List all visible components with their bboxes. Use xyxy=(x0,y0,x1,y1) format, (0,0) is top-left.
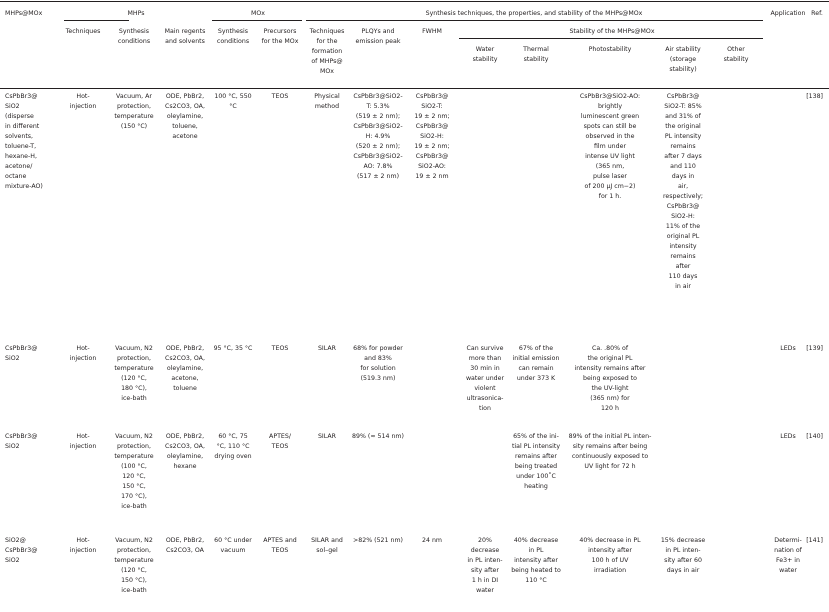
cell-precursors: TEOS xyxy=(271,345,289,352)
cell-ref: [141] xyxy=(806,537,823,544)
col-group-mox: MOx xyxy=(250,10,265,17)
cell-material: solvents, xyxy=(5,133,34,140)
cell-formation: SILAR and xyxy=(311,537,343,544)
cell-water: more than xyxy=(468,355,502,362)
cell-photo: for 1 h. xyxy=(598,193,622,200)
cell-technique: injection xyxy=(69,103,97,110)
cell-air: 15% decrease xyxy=(660,537,706,544)
cell-thermal: 40% decrease xyxy=(513,537,559,544)
cell-air: air, xyxy=(677,183,689,190)
cell-conditions: temperature xyxy=(114,113,154,120)
cell-photo: of 200 μJ cm−2) xyxy=(584,183,636,190)
cell-water: water under xyxy=(465,375,505,382)
cell-photo: the UV-light xyxy=(591,385,629,392)
cell-fwhm: CsPbBr3@ xyxy=(415,93,449,100)
stability-group-rule xyxy=(459,38,763,39)
cell-plqy: AO: 7.8% xyxy=(363,163,393,170)
cell-thermal: 65% of the ini- xyxy=(513,433,559,440)
cell-air: remains xyxy=(670,143,696,150)
col-header-water: stability xyxy=(472,56,498,63)
cell-formation: SILAR xyxy=(317,345,337,352)
cell-photo: spots can still be xyxy=(583,123,637,130)
cell-air: and 31% of xyxy=(665,113,701,120)
cell-thermal: heating xyxy=(524,483,548,490)
cell-precursors: APTES/ xyxy=(269,433,291,440)
cell-technique: Hot- xyxy=(76,345,90,352)
col-header-water: Water xyxy=(475,46,495,53)
cell-photo: intensity remains after xyxy=(574,365,646,372)
cell-plqy: 68% for powder xyxy=(353,345,403,352)
cell-water: 20% xyxy=(478,537,492,544)
cell-thermal: being heated to xyxy=(511,567,561,574)
cell-photo: (365 nm, xyxy=(595,163,625,170)
col-header-thermal: stability xyxy=(523,56,549,63)
cell-plqy: T: 5.3% xyxy=(366,103,390,110)
cell-thermal: 67% of the xyxy=(518,345,554,352)
cell-material: hexane-H, xyxy=(5,153,37,160)
cell-regents: Cs2CO3, OA xyxy=(166,547,204,554)
mhps-group-rule xyxy=(64,20,129,21)
cell-air: CsPbBr3@ xyxy=(666,93,700,100)
cell-conditions: (120 °C, xyxy=(121,375,147,382)
cell-fwhm: 19 ± 2 nm; xyxy=(414,143,450,150)
cell-thermal: initial emission xyxy=(512,355,560,362)
cell-plqy: CsPbBr3@SiO2- xyxy=(353,93,403,100)
cell-plqy: (517 ± 2 nm) xyxy=(356,173,400,180)
cell-regents: ODE, PbBr2, xyxy=(165,93,205,100)
cell-thermal: under 373 K xyxy=(516,375,556,382)
cell-formation: sol–gel xyxy=(316,547,338,554)
cell-regents: ODE, PbBr2, xyxy=(165,433,205,440)
cell-material: in different xyxy=(5,123,40,130)
mox-group-rule xyxy=(212,20,302,21)
cell-regents: oleylamine, xyxy=(166,365,204,372)
cell-thermal: can remain xyxy=(518,365,554,372)
cell-application: nation of xyxy=(774,547,802,554)
cell-mox-conditions: 95 °C, 35 °C xyxy=(213,345,253,352)
cell-fwhm: CsPbBr3@ xyxy=(415,123,449,130)
cell-material: octane xyxy=(5,173,27,180)
col-group-synthesis: Synthesis techniques, the properties, and stability of the MHPs@MOx xyxy=(425,10,643,17)
cell-material: SiO2 xyxy=(5,355,20,362)
col-header-application: Application xyxy=(770,10,806,17)
cell-water: water xyxy=(476,587,494,594)
cell-plqy: CsPbBr3@SiO2- xyxy=(353,123,403,130)
cell-mox-conditions: 60 °C, 75 xyxy=(218,433,248,440)
cell-technique: Hot- xyxy=(76,537,90,544)
cell-thermal: being treated xyxy=(514,463,558,470)
cell-material: (disperse xyxy=(5,113,34,120)
cell-air: in air xyxy=(675,283,691,290)
cell-plqy: (519.3 nm) xyxy=(360,375,396,382)
cell-photo: (365 nm) for xyxy=(590,395,630,402)
col-header-synthesis-conditions: Synthesis xyxy=(118,28,150,35)
cell-air: 11% of the xyxy=(665,223,701,230)
cell-conditions: protection, xyxy=(117,355,151,362)
cell-photo: film under xyxy=(593,143,627,150)
cell-photo: luminescent green xyxy=(580,113,640,120)
cell-application: LEDs xyxy=(780,345,796,352)
cell-technique: injection xyxy=(69,547,97,554)
cell-application: Fe3+ in xyxy=(776,557,800,564)
cell-fwhm: SiO2-AO: xyxy=(418,163,446,170)
header-bottom-rule xyxy=(0,88,829,89)
cell-material: SiO2 xyxy=(5,443,20,450)
col-header-air: Air stability xyxy=(665,46,701,53)
cell-mox-conditions: vacuum xyxy=(220,547,246,554)
cell-material: SiO2 xyxy=(5,103,20,110)
cell-air: remains xyxy=(670,253,696,260)
cell-mox-conditions: 100 °C, 550 xyxy=(214,93,252,100)
table-top-rule xyxy=(0,1,829,2)
cell-conditions: Vacuum, N2 xyxy=(115,433,153,440)
cell-conditions: 150 °C, xyxy=(122,483,146,490)
cell-water: decrease xyxy=(470,547,500,554)
col-header-regents: Main regents xyxy=(164,28,206,35)
cell-fwhm: CsPbBr3@ xyxy=(415,153,449,160)
cell-plqy: H: 4.9% xyxy=(365,133,391,140)
cell-regents: toluene xyxy=(173,385,197,392)
col-header-other: stability xyxy=(723,56,749,63)
cell-water: violent xyxy=(474,385,496,392)
cell-conditions: (150 °C) xyxy=(120,123,148,130)
cell-photo: pulse laser xyxy=(593,173,627,180)
cell-technique: Hot- xyxy=(76,433,90,440)
cell-photo: 120 h xyxy=(601,405,619,412)
col-header-formation: Techniques xyxy=(309,28,345,35)
cell-air: intensity xyxy=(669,243,697,250)
cell-conditions: Vacuum, N2 xyxy=(115,537,153,544)
cell-material: SiO2@ xyxy=(5,537,26,544)
cell-conditions: temperature xyxy=(114,365,154,372)
cell-air: the original xyxy=(665,123,701,130)
cell-material: CsPbBr3@ xyxy=(5,433,38,440)
col-header-techniques: Techniques xyxy=(65,28,101,35)
col-header-formation: formation xyxy=(311,48,343,55)
cell-air: 110 days xyxy=(668,273,698,280)
cell-air: PL intensity xyxy=(664,133,702,140)
cell-technique: Hot- xyxy=(76,93,90,100)
cell-water: 1 h in DI xyxy=(471,577,499,584)
cell-photo: the original PL xyxy=(587,355,633,362)
cell-air: original PL xyxy=(666,233,700,240)
cell-conditions: (100 °C, xyxy=(121,463,147,470)
synthesis-group-rule xyxy=(306,20,763,21)
cell-photo: 40% decrease in PL xyxy=(579,537,641,544)
col-header-other: Other xyxy=(727,46,745,53)
cell-ref: [140] xyxy=(806,433,823,440)
cell-conditions: ice-bath xyxy=(121,503,147,510)
cell-photo: sity remains after being xyxy=(572,443,648,450)
col-header-regents: and solvents xyxy=(165,38,205,45)
col-header-ref: Ref. xyxy=(811,10,823,17)
col-group-mhps: MHPs xyxy=(127,10,145,17)
cell-air: in PL inten- xyxy=(665,547,701,554)
col-header-synthesis-conditions: conditions xyxy=(117,38,151,45)
cell-conditions: ice-bath xyxy=(121,587,147,594)
cell-photo: intensity after xyxy=(588,547,632,554)
cell-thermal: tial PL intensity xyxy=(511,443,561,450)
cell-conditions: 170 °C), xyxy=(121,493,147,500)
cell-technique: injection xyxy=(69,443,97,450)
cell-photo: intense UV light xyxy=(585,153,635,160)
cell-plqy: CsPbBr3@SiO2- xyxy=(353,153,403,160)
col-header-formation: of MHPs@ xyxy=(311,58,343,65)
cell-plqy: (520 ± 2 nm); xyxy=(355,143,401,150)
cell-thermal: remains after xyxy=(515,453,557,460)
cell-mox-conditions: 60 °C under xyxy=(214,537,252,544)
cell-conditions: Vacuum, N2 xyxy=(115,345,153,352)
cell-mox-conditions: °C xyxy=(229,103,237,110)
cell-regents: oleylamine, xyxy=(166,113,204,120)
cell-water: Can survive xyxy=(466,345,504,352)
col-header-air: stability) xyxy=(669,66,697,73)
cell-water: 30 min in xyxy=(470,365,500,372)
cell-plqy: 89% (≈ 514 nm) xyxy=(352,433,404,440)
cell-regents: Cs2CO3, OA, xyxy=(165,103,205,110)
cell-material: acetone/ xyxy=(5,163,33,170)
cell-conditions: 120 °C, xyxy=(122,473,146,480)
cell-fwhm: SiO2-T: xyxy=(421,103,443,110)
cell-photo: 89% of the initial PL inten- xyxy=(568,433,652,440)
cell-regents: oleylamine, xyxy=(166,453,204,460)
cell-regents: hexane xyxy=(173,463,197,470)
col-header-mox-conditions: Synthesis xyxy=(217,28,249,35)
col-header-plqy: PLQYs and xyxy=(361,28,395,35)
cell-air: after xyxy=(675,263,691,270)
cell-fwhm: 19 ± 2 nm; xyxy=(414,113,450,120)
cell-fwhm: 19 ± 2 nm xyxy=(415,173,449,180)
cell-water: in PL inten- xyxy=(467,557,503,564)
cell-regents: ODE, PbBr2, xyxy=(165,345,205,352)
cell-conditions: temperature xyxy=(114,557,154,564)
cell-air: sity after 60 xyxy=(664,557,702,564)
cell-thermal: in PL xyxy=(528,547,544,554)
col-header-precursors: Precursors xyxy=(263,28,297,35)
cell-photo: 100 h of UV xyxy=(591,557,629,564)
cell-fwhm: SiO2-H: xyxy=(420,133,444,140)
cell-precursors: TEOS xyxy=(271,443,289,450)
cell-water: sity after xyxy=(471,567,499,574)
cell-formation: Physical xyxy=(314,93,340,100)
cell-precursors: TEOS xyxy=(271,93,289,100)
cell-plqy: (519 ± 2 nm); xyxy=(355,113,401,120)
cell-conditions: ice-bath xyxy=(121,395,147,402)
cell-thermal: 110 °C xyxy=(525,577,547,584)
cell-regents: acetone, xyxy=(171,375,199,382)
cell-plqy: >82% (521 nm) xyxy=(353,537,403,544)
cell-plqy: and 83% xyxy=(364,355,392,362)
cell-air: after 7 days xyxy=(664,153,702,160)
col-header-air: (storage xyxy=(669,56,697,63)
cell-formation: SILAR xyxy=(317,433,337,440)
cell-photo: irradiation xyxy=(593,567,627,574)
cell-air: SiO2-H: xyxy=(671,213,695,220)
cell-regents: Cs2CO3, OA, xyxy=(165,355,205,362)
cell-conditions: temperature xyxy=(114,453,154,460)
cell-conditions: (120 °C, xyxy=(121,567,147,574)
cell-regents: toluene, xyxy=(172,123,198,130)
col-header-material: MHPs@MOx xyxy=(5,10,43,17)
cell-application: water xyxy=(779,567,797,574)
cell-photo: observed in the xyxy=(585,133,635,140)
cell-conditions: protection, xyxy=(117,443,151,450)
cell-air: SiO2-T: 85% xyxy=(664,103,702,110)
cell-air: and 110 xyxy=(670,163,696,170)
cell-air: CsPbBr3@ xyxy=(666,203,700,210)
cell-plqy: for solution xyxy=(360,365,396,372)
cell-precursors: TEOS xyxy=(271,547,289,554)
cell-material: toluene-T, xyxy=(5,143,37,150)
cell-regents: Cs2CO3, OA, xyxy=(165,443,205,450)
cell-regents: acetone xyxy=(172,133,198,140)
cell-photo: being exposed to xyxy=(582,375,638,382)
cell-material: mixture-AO) xyxy=(5,183,43,190)
cell-application: Determi- xyxy=(774,537,802,544)
cell-air: days in xyxy=(671,173,695,180)
cell-conditions: protection, xyxy=(117,547,151,554)
cell-mox-conditions: drying oven xyxy=(214,453,252,460)
cell-water: ultrasonica- xyxy=(466,395,504,402)
cell-precursors: APTES and xyxy=(263,537,297,544)
cell-photo: brightly xyxy=(597,103,623,110)
cell-photo: continuously exposed to xyxy=(571,453,649,460)
col-header-precursors: for the MOx xyxy=(261,38,299,45)
cell-fwhm: 24 nm xyxy=(422,537,442,544)
cell-mox-conditions: °C, 110 °C xyxy=(216,443,250,450)
cell-regents: ODE, PbBr2, xyxy=(165,537,205,544)
col-header-mox-conditions: conditions xyxy=(216,38,250,45)
col-header-photo: Photostability xyxy=(588,46,632,53)
col-header-fwhm: FWHM xyxy=(422,28,442,35)
cell-conditions: 150 °C), xyxy=(121,577,147,584)
cell-thermal: under 100˚C xyxy=(516,473,556,480)
cell-application: LEDs xyxy=(780,433,796,440)
cell-formation: method xyxy=(314,103,340,110)
cell-photo: UV light for 72 h xyxy=(584,463,636,470)
col-header-plqy: emission peak xyxy=(355,38,401,45)
cell-ref: [138] xyxy=(806,93,823,100)
cell-conditions: Vacuum, Ar xyxy=(116,93,152,100)
cell-technique: injection xyxy=(69,355,97,362)
cell-photo: Ca. .80% of xyxy=(591,345,629,352)
col-group-stability: Stability of the MHPs@MOx xyxy=(569,28,655,35)
cell-conditions: 180 °C), xyxy=(121,385,147,392)
cell-air: days in air xyxy=(666,567,700,574)
cell-material: CsPbBr3@ xyxy=(5,345,38,352)
col-header-formation: MOx xyxy=(319,68,334,75)
cell-material: SiO2 xyxy=(5,557,20,564)
cell-photo: CsPbBr3@SiO2-AO: xyxy=(579,93,641,100)
cell-conditions: protection, xyxy=(117,103,151,110)
cell-material: CsPbBr3@ xyxy=(5,547,38,554)
cell-thermal: intensity after xyxy=(514,557,558,564)
cell-water: tion xyxy=(479,405,491,412)
col-header-thermal: Thermal xyxy=(523,46,549,53)
col-header-formation: for the xyxy=(316,38,338,45)
cell-air: respectively; xyxy=(662,193,704,200)
cell-ref: [139] xyxy=(806,345,823,352)
cell-material: CsPbBr3@ xyxy=(5,93,38,100)
